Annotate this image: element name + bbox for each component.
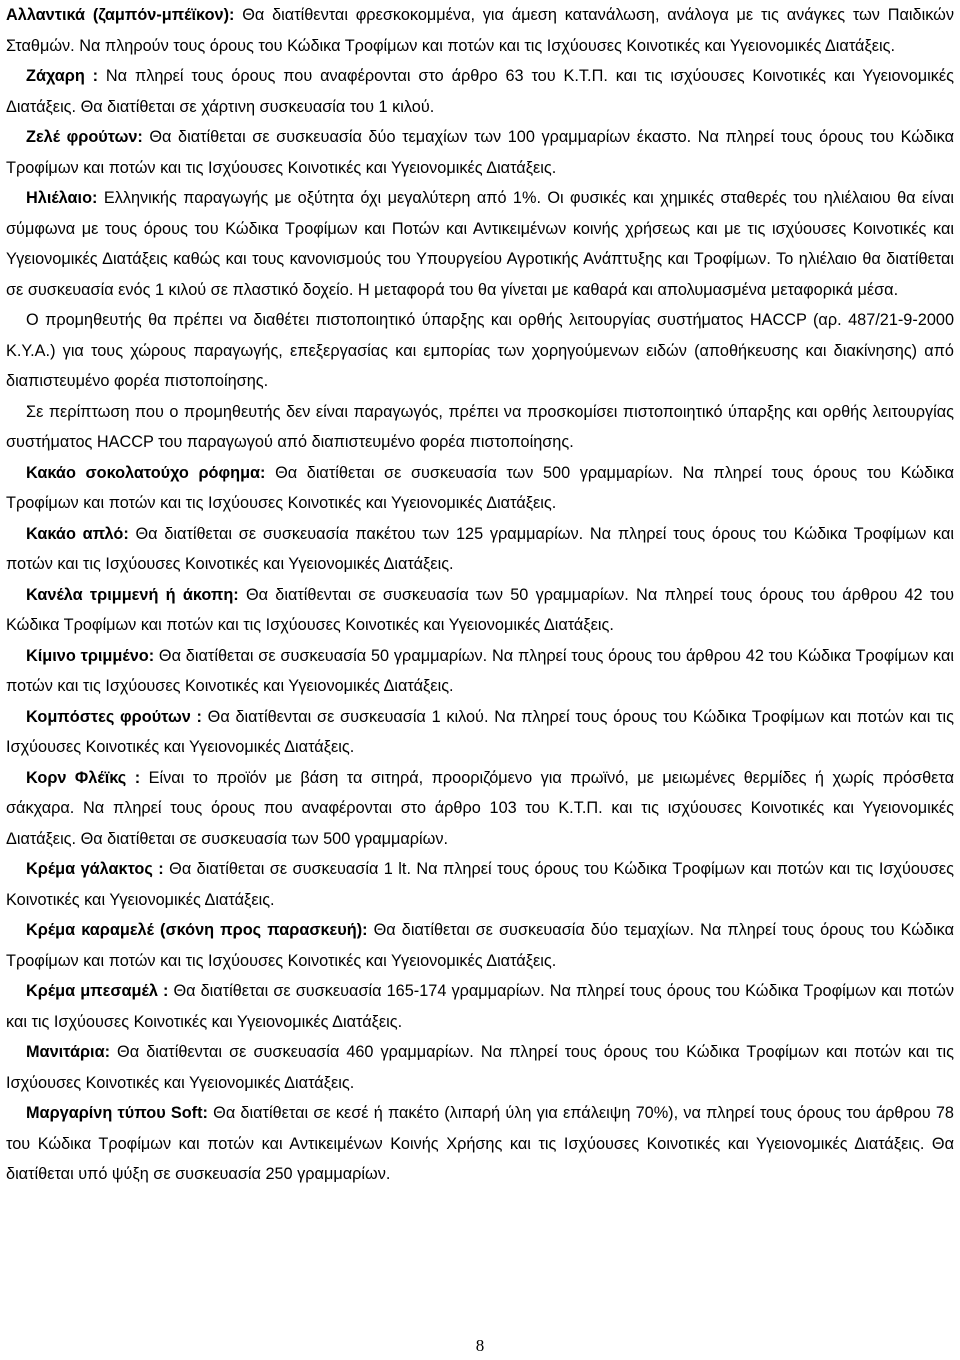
text-ilielaio: Ελληνικής παραγωγής με οξύτητα όχι μεγαλύτερη από 1%. Οι φυσικές και χημικές σταθερές του ηλιέλαιου θα είναι σύμφωνα με τους όρους του Κώδικα Τροφίμων και Ποτών και Αντικειμένων κοινής χρήσεως και με τις ισχύουσες Κοινοτικές και Υγειονομικές Διατάξεις καθώς και τους κανονισμούς του Υπουργείου Αγροτικής Ανάπτυξης και Τροφίμων. Το ηλιέλαιο θα διατίθεται σε συσκευασία ενός 1 κιλού σε πλαστικό δοχείο. Η μεταφορά του θα γίνεται με καθαρά και απολυμασμένα μεταφορικά μέσα. xyxy=(6,189,954,299)
text-zachari: Να πληρεί τους όρους που αναφέρονται στο άρθρο 63 του Κ.Τ.Π. και τις ισχύουσες Κοινοτικές και Υγειονομικές Διατάξεις. Θα διατίθεται σε χάρτινη συσκευασία του 1 κιλού. xyxy=(6,67,954,116)
term-krema-galaktos: Κρέμα γάλακτος : xyxy=(26,860,164,878)
paragraph-ilielaio xyxy=(6,183,954,305)
term-corn-flakes: Κορν Φλέϊκς : xyxy=(26,768,141,787)
paragraph-zachari xyxy=(6,61,954,122)
term-kanela: Κανέλα τριμμενή ή άκοπη: xyxy=(26,585,239,604)
paragraph-allantika xyxy=(6,0,954,61)
text-kimino: Θα διατίθεται σε συσκευασία 50 γραμμαρίων. Να πληρεί τους όρους του άρθρου 42 του Κώδικα Τροφίμων και ποτών και τις Ισχύουσες Κοινοτικές και Υγειονομικές Διατάξεις. xyxy=(6,646,955,695)
text-haccp-producer: Σε περίπτωση που ο προμηθευτής δεν είναι παραγωγός, πρέπει να προσκομίσει πιστοποιητικό ύπαρξης και ορθής λειτουργίας συστήματος HACCP του παραγωγού από διαπιστευμένο φορέα πιστοποίησης. xyxy=(6,402,954,451)
paragraph-haccp-producer xyxy=(6,397,954,458)
term-kakao-rofima: Κακάο σοκολατούχο ρόφημα: xyxy=(26,463,266,482)
text-kanela: Θα διατίθενται σε συσκευασία των 50 γραμμαρίων. Να πληρεί τους όρους του άρθρου 42 του Κώδικα Τροφίμων και ποτών και τις Ισχύουσες Κοινοτικές και Υγειονομικές Διατάξεις. xyxy=(6,585,954,634)
paragraph-kakao-aplo xyxy=(6,519,954,580)
text-haccp-supplier: Ο προμηθευτής θα πρέπει να διαθέτει πιστοποιητικό ύπαρξης και ορθής λειτουργίας συστήματος HACCP (αρ. 487/21-9-2000 Κ.Υ.Α.) για τους χώρους παραγωγής, επεξεργασίας και εμπορίας των χορηγούμενων ειδών (αποθήκευσης και διακίνησης) από διαπιστευμένο φορέα πιστοποίησης. xyxy=(6,311,954,390)
text-komposta: Θα διατίθενται σε συσκευασία 1 κιλού. Να πληρεί τους όρους του Κώδικα Τροφίμων και ποτών και τις Ισχύουσες Κοινοτικές και Υγειονομικές Διατάξεις. xyxy=(6,707,954,756)
paragraph-komposta xyxy=(6,702,954,763)
text-allantika: Θα διατίθενται φρεσκοκομμένα, για άμεση κατανάλωση, ανάλογα με τις ανάγκες των Παιδικών Σταθμών. Να πληρούν τους όρους του Κώδικα Τροφίμων και ποτών και τις Ισχύουσες Κοινοτικές και Υγειονομικές Διατάξεις. xyxy=(6,6,954,55)
paragraph-zele xyxy=(6,122,954,183)
term-komposta: Κομπόστες φρούτων : xyxy=(26,707,202,726)
text-margarini: Θα διατίθεται σε κεσέ ή πακέτο (λιπαρή ύλη για επάλειψη 70%), να πληρεί τους όρους του άρθρου 78 του Κώδικα Τροφίμων και ποτών και Αντικειμένων Κοινής Χρήσης και τις Ισχύουσες Κοινοτικές και Υγειονομικές Διατάξεις. Θα διατίθεται υπό ψύξη σε συσκευασία 250 γραμμαρίων. xyxy=(6,1104,954,1183)
term-zele: Ζελέ φρούτων: xyxy=(26,128,143,146)
text-krema-galaktos: Θα διατίθεται σε συσκευασία 1 lt. Να πληρεί τους όρους του Κώδικα Τροφίμων και ποτών και τις Ισχύουσες Κοινοτικές και Υγειονομικές Διατάξεις. xyxy=(6,860,954,909)
paragraph-kanela xyxy=(6,580,954,641)
paragraph-krema-galaktos xyxy=(6,854,954,915)
paragraph-haccp-supplier xyxy=(6,305,954,397)
term-kakao-aplo: Κακάο απλό: xyxy=(26,524,129,543)
text-krema-besamel: Θα διατίθεται σε συσκευασία 165-174 γραμμαρίων. Να πληρεί τους όρους του Κώδικα Τροφίμων και ποτών και τις Ισχύουσες Κοινοτικές και Υγειονομικές Διατάξεις. xyxy=(6,982,954,1031)
term-zachari: Ζάχαρη : xyxy=(26,67,99,85)
page-number: 8 xyxy=(475,1336,485,1355)
text-corn-flakes: Είναι το προϊόν με βάση τα σιτηρά, προοριζόμενο για πρωϊνό, με μειωμένες θερμίδες ή χωρίς πρόσθετα σάκχαρα. Να πληρεί τους όρους που αναφέρονται στο άρθρο 103 του Κ.Τ.Π. και τις ισχύουσες Κοινοτικές και Υγειονομικές Διατάξεις. Θα διατίθεται σε συσκευασία των 500 γραμμαρίων. xyxy=(6,768,955,848)
text-manitaria: Θα διατίθενται σε συσκευασία 460 γραμμαρίων. Να πληρεί τους όρους του Κώδικα Τροφίμων και ποτών και τις Ισχύουσες Κοινοτικές και Υγειονομικές Διατάξεις. xyxy=(6,1043,954,1092)
text-kakao-rofima: Θα διατίθεται σε συσκευασία των 500 γραμμαρίων. Να πληρεί τους όρους του Κώδικα Τροφίμων και ποτών και τις Ισχύουσες Κοινοτικές και Υγειονομικές Διατάξεις. xyxy=(6,463,955,512)
term-margarini: Μαργαρίνη τύπου Soft: xyxy=(26,1104,208,1122)
text-kakao-aplo: Θα διατίθεται σε συσκευασία πακέτου των 125 γραμμαρίων. Να πληρεί τους όρους του Κώδικα Τροφίμων και ποτών και τις Ισχύουσες Κοινοτικές και Υγειονομικές Διατάξεις. xyxy=(6,524,954,573)
term-krema-karamele: Κρέμα καραμελέ (σκόνη προς παρασκευή): xyxy=(26,921,368,939)
term-krema-besamel: Κρέμα μπεσαμέλ : xyxy=(26,982,169,1000)
paragraph-corn-flakes xyxy=(6,763,954,855)
paragraph-margarini xyxy=(6,1098,954,1190)
paragraph-kimino xyxy=(6,641,954,702)
text-krema-karamele: Θα διατίθεται σε συσκευασία δύο τεμαχίων. Να πληρεί τους όρους του Κώδικα Τροφίμων και ποτών και τις Ισχύουσες Κοινοτικές και Υγειονομικές Διατάξεις. xyxy=(6,921,954,970)
paragraph-kakao-rofima xyxy=(6,458,954,519)
term-manitaria: Μανιτάρια: xyxy=(26,1043,110,1061)
paragraph-krema-karamele xyxy=(6,915,954,976)
term-ilielaio: Ηλιέλαιο: xyxy=(26,189,98,207)
term-allantika: Αλλαντικά (ζαμπόν-μπέϊκον): xyxy=(6,6,235,24)
paragraph-krema-besamel xyxy=(6,976,954,1037)
text-zele: Θα διατίθεται σε συσκευασία δύο τεμαχίων των 100 γραμμαρίων έκαστο. Να πληρεί τους όρους του Κώδικα Τροφίμων και ποτών και τις Ισχύουσες Κοινοτικές και Υγειονομικές Διατάξεις. xyxy=(6,128,954,177)
term-kimino: Κίμινο τριμμένο: xyxy=(26,646,155,665)
paragraph-manitaria xyxy=(6,1037,954,1098)
